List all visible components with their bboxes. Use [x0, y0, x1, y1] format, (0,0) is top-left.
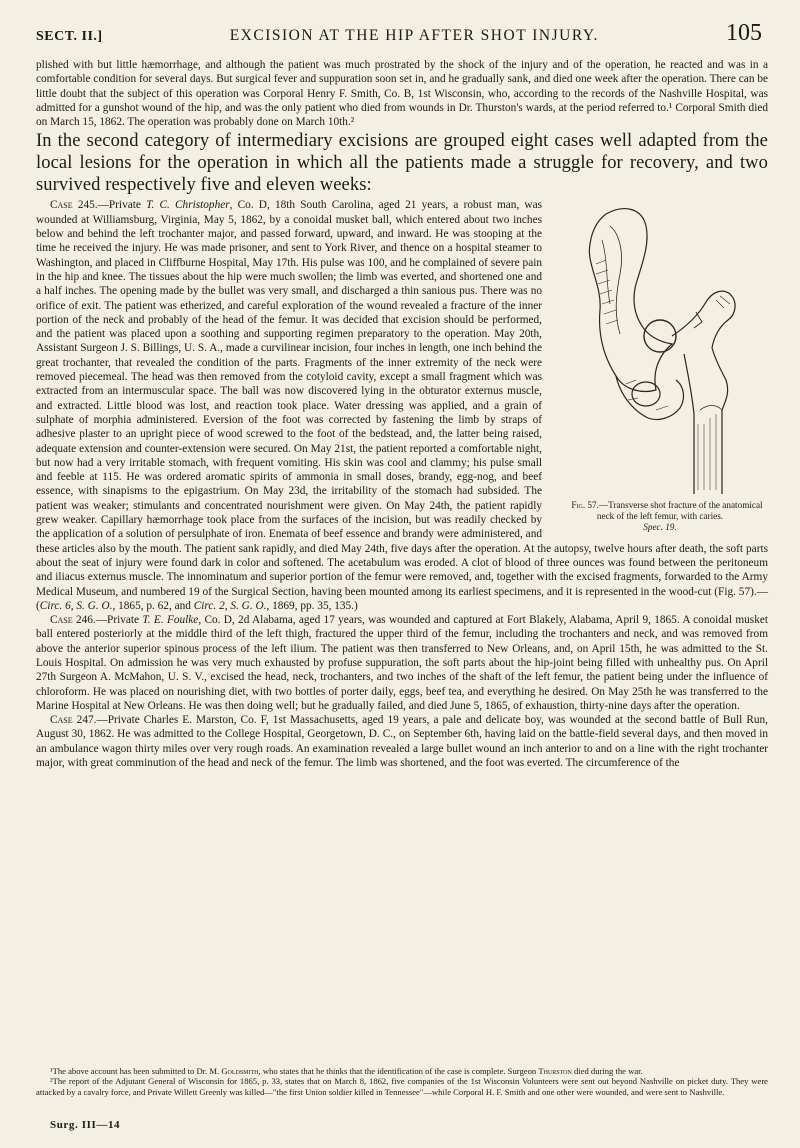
citation-2: Circ. 2, S. G. O. — [193, 599, 267, 612]
footnotes — [36, 1066, 768, 1097]
running-header — [36, 20, 762, 48]
case-label: Case 245. — [50, 199, 98, 212]
continued-paragraph: plished with but little hæmorrhage, and although the patient was much prostrated by the shock of the injury and of the operation, he reacted and was in a comfortable condition for several days. But surgical fever and suppuration soon set in, and he gradually sank, and died one week after the operation. There can be little doubt that the subject of this operation was Corporal Henry F. Smith, Co. B, 1st Wisconsin, who, according to the records of the Nashville Hospital, was admitted for a gunshot wound of the hip, and was the only patient who died from wounds in Dr. Thurston's wards, at the period referred to.¹ Corporal Smith died on March 15, 1862. The operation was probably done on March 10th.² — [36, 59, 768, 129]
footnote-1 — [36, 1066, 768, 1076]
figure-caption — [552, 500, 768, 533]
figure-label: Fig. 57. — [571, 500, 599, 511]
citation-rest: , 1865, p. 62, and — [112, 599, 194, 612]
case-text: , Co. D, 2d Alabama, aged 17 years, was wounded and captured at Fort Blakely, Alabama, April 9, 1865. A conoidal musket ball entered posteriorly at the middle third of the left thigh, fractured the upper third of the femur, including the trochanters and neck, and was removed from above the anterior superior spinous process of the left ilium. The patient was then transferred to New Orleans, and, on April 15th, he was admitted to the St. Louis Hospital. On admission he was very much exhausted by profuse suppuration, the soft parts about the hip-joint being filled with unhealthy pus. On April 27th Surgeon A. McMahon, U. S. V., excised the head, neck, trochanters, and two inches of the shaft of the left femur, the patient being under the influence of chloroform. He was placed on nourishing diet, with two bottles of porter daily, eggs, beef tea, and everything he desired. On May 25th he was transferred to the Marine Hospital at New Orleans. He was then doing well; but he gradually failed, and died June 5, 1865, of exhaustion, thirty-nine days after the operation. — [36, 614, 768, 712]
case-text: —Private Charles E. Marston, Co. F, 1st Massachusetts, aged 19 years, a pale and delicate boy, was wounded at the second battle of Bull Run, August 30, 1862. He was admitted to the College Hospital, Georgetown, D. C., on September 6th, having laid on the battle-field several days, and then moved in an ambulance wagon thirty miles over very rough roads. An examination revealed a large bullet wound an inch anterior to and on a line with the right trochanter major, with great comminution of the head and neck of the femur. The limb was shortened, and the foot was everted. The circumference of the — [36, 714, 768, 770]
footnote-mark: ¹ — [50, 1066, 53, 1076]
case-label: Case 246. — [50, 614, 96, 627]
footnote-2 — [36, 1076, 768, 1097]
section-label: SECT. II.] — [36, 29, 103, 44]
footnote-mark: ² — [50, 1076, 53, 1087]
category-lead-in: In the second category of intermediary excisions are grouped eight cases well adapted from the local lesions for the operation in which all the patients made a struggle for recovery, and two survived respectively five and eleven weeks: — [36, 131, 768, 196]
citation-end: , 1869, pp. 35, 135.) — [266, 599, 358, 612]
case-prefix: —Private — [97, 199, 147, 212]
main-text — [36, 58, 768, 770]
case-prefix: —Private — [95, 614, 143, 627]
patient-name: T. E. Foulke — [142, 614, 199, 627]
case-246-paragraph — [36, 613, 768, 713]
figure-caption-text: —Transverse shot fracture of the anatomical neck of the left femur, with caries. — [596, 500, 763, 522]
case-text: , Co. D, 18th South Carolina, aged 21 years, a robust man, was wounded at Williamsburg, Virginia, May 5, 1862, by a conoidal musket ball, which entered about two inches below and behind the left trochanter major, and passed forward, upward, and inward. He was stooping at the time he received the injury. He was made prisoner, and sent to York River, and thence on a hospital steamer to Washington, and placed in Cliffburne Hospital, May 17th. His pulse was 100, and he complained of severe pain in the hip and knee. The tissues about the hip were much swollen; the limb was everted, and shortened one and a half inches. The opening made by the bullet was very small, and discharged a thin sanious pus. There was no orifice of exit. The patient was etherized, and careful exploration of the wound revealed a fracture of the inner portion of the neck and probably of the head of the femur. It was decided that excision should be performed, and the patient was placed upon a soothing and supporting regimen preparatory to the operation. May 20th, Assistant Surgeon J. S. Billings, U. S. A., made a curvilinear incision, four inches in length, one inch behind the great trochanter, that revealed the condition of the parts. Fragments of the inner extremity of the neck were removed piecemeal. The head was then removed from the cotyloid cavity, except a small fragment which was extracted from an intermuscular space. The ball was now discovered lying in the obturator externus muscle, and extracted. Little blood was lost, and reaction took place. Water dressing was applied, and a grain of sulphate of morphia administered. Eversion of the foot was corrected by fastening the limb by straps of adhesive plaster to an upright piece of wood screwed to the foot of the bedstead, and, the latter being raised, adequate extension and counter-extension were secured. On May 21st, the patient reported a comfortable night, but now had a very irritable stomach, with frequent vomiting. His skin was cool and clammy; his pulse small and feeble at 115. He was ordered aromatic spirits of ammonia in small doses, brandy, egg-nog, and beef essence, with sinapisms to the epigastrium. On May 23d, the irritability of the stomach had subsided. The patient was weaker; stimulants and concentrated nourishment were given. On May 24th, the patient rapidly grew weaker. Capillary hæmorrhage took place from the surfaces of the incision, but was readily checked by the application of a solution of persulphate of iron. Enemata of beef essence and brandy were administered, and these articles also by the mouth. The patient sank rapidly, and died May 24th, five days after the operation. At the autopsy, twelve hours after death, the soft parts about the seat of injury were found dark in color and softened. The acetabulum was eroded. A clot of blood of three ounces was found between the peritoneum and iliacus externus muscle. The innominatum and superior portion of the femur were removed, and, together with the excised fragments, forwarded to the Army Medical Museum, and numbered 19 of the Surgical Section, having been mounted among its earliest specimens, and it is represented in the wood-cut (Fig. 57).—( — [36, 199, 768, 612]
page-number: 105 — [725, 20, 762, 46]
footnote-text: The report of the Adjutant General of Wisconsin for 1865, p. 33, states that on March 8, 1862, five companies of the 1st Wisconsin Volunteers were sent out beyond Nashville on picket duty. They were attacked by a cavalry force, and Private Willett Greenly was killed—"the first Union soldier killed in Tennessee"—while Corporal H. F. Smith and one other were wounded, and were sent to Nashville. — [36, 1076, 768, 1097]
case-245-paragraph — [36, 198, 768, 613]
figure-spec: Spec. 19. — [643, 522, 677, 533]
footnote-name: Goldsmith — [221, 1066, 259, 1076]
footnote-text-mid: , who states that he thinks that the identification of the case is complete. Surgeon — [258, 1066, 539, 1076]
case-label: Case 247. — [50, 714, 97, 727]
figure-57 — [552, 204, 768, 536]
page-title: EXCISION AT THE HIP AFTER SHOT INJURY. — [229, 27, 599, 44]
footnote-name-2: Thurston — [538, 1066, 572, 1076]
femur-fracture-woodcut-icon — [576, 204, 744, 496]
footnote-text: The above account has been submitted to Dr. M. — [52, 1066, 222, 1076]
signature-mark: Surg. III—14 — [50, 1119, 121, 1131]
footnote-text-end: died during the war. — [571, 1066, 643, 1076]
patient-name: T. C. Christopher — [146, 199, 230, 212]
case-247-paragraph — [36, 713, 768, 770]
citation: Circ. 6, S. G. O. — [39, 599, 113, 612]
